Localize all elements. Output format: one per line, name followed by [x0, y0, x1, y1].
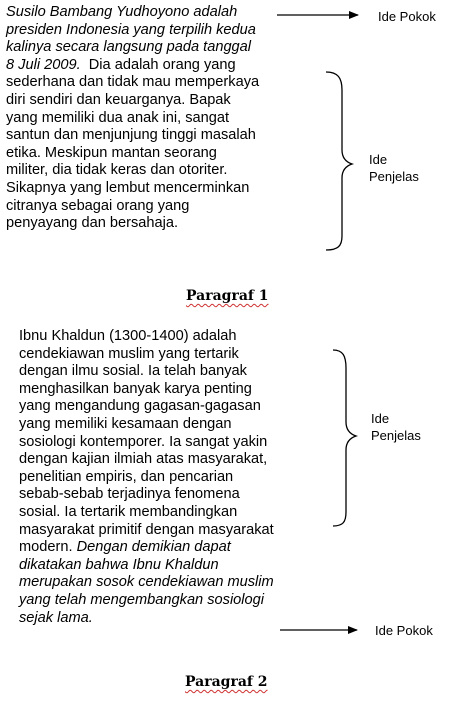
- text-line: sederhana dan tidak mau memperkaya: [6, 74, 260, 91]
- text-line: penyayang dan bersahaja.: [6, 215, 179, 232]
- supporting-label-2-line2: Penjelas: [371, 428, 421, 443]
- supporting-brace-2: [333, 350, 356, 526]
- text-line: yang memiliki dua anak ini, sangat: [6, 109, 230, 126]
- text-line: sejak lama.: [19, 609, 93, 626]
- text-line: kalinya secara langsung pada tanggal: [6, 39, 252, 56]
- supporting-label-2-line1: Ide: [371, 411, 390, 426]
- text-line: sosial. Ia tertarik membandingkan: [19, 503, 238, 520]
- text-line: yang memiliki kesamaan dengan: [19, 415, 232, 432]
- text-line: diri sendiri dan keuarganya. Bapak: [6, 91, 231, 108]
- text-line: cendekiawan muslim yang tertarik: [19, 345, 239, 362]
- text-line: etika. Meskipun mantan seorang: [6, 144, 217, 161]
- text-line: 8 Juli 2009. Dia adalah orang yang: [6, 56, 236, 73]
- text-line: penelitian empiris, dan pencarian: [19, 468, 234, 485]
- text-line: santun dan menjunjung tinggi masalah: [6, 127, 256, 144]
- text-line: modern. Dengan demikian dapat: [19, 539, 231, 556]
- supporting-brace-1: [326, 72, 352, 250]
- text-line: Susilo Bambang Yudhoyono adalah: [6, 4, 238, 20]
- text-line: menghasilkan banyak karya penting: [19, 380, 252, 397]
- text-line: dikatakan bahwa Ibnu Khaldun: [19, 556, 219, 573]
- supporting-label-1-line1: Ide: [369, 152, 388, 167]
- text-line: yang telah mengembangkan sosiologi: [19, 591, 265, 608]
- main-idea-label-2: Ide Pokok: [375, 623, 433, 638]
- text-line: dengan ilmu sosial. Ia telah banyak: [19, 363, 247, 380]
- text-line: Sikapnya yang lembut mencerminkan: [6, 179, 250, 196]
- text-line: sosiologi kontemporer. Ia sangat yakin: [19, 433, 268, 450]
- text-line: merupakan sosok cendekiawan muslim: [19, 574, 274, 591]
- text-line: masyarakat primitif dengan masyarakat: [19, 521, 274, 538]
- text-line: yang mengandung gagasan-gagasan: [19, 398, 261, 415]
- text-line: sebab-sebab terjadinya fenomena: [19, 486, 240, 503]
- supporting-label-1-line2: Penjelas: [369, 169, 419, 184]
- caption-paragraf-2: Paragraf 2: [185, 674, 268, 690]
- text-line: militer, dia tidak keras dan otoriter.: [6, 162, 228, 179]
- text-line: citranya sebagai orang yang: [6, 197, 190, 214]
- main-idea-label-1: Ide Pokok: [378, 9, 436, 24]
- text-line: presiden Indonesia yang terpilih kedua: [6, 21, 256, 38]
- caption-paragraf-1: Paragraf 1: [186, 288, 269, 304]
- text-line: dengan kajian ilmiah atas masyarakat,: [19, 451, 268, 468]
- text-line: Ibnu Khaldun (1300-1400) adalah: [19, 328, 237, 344]
